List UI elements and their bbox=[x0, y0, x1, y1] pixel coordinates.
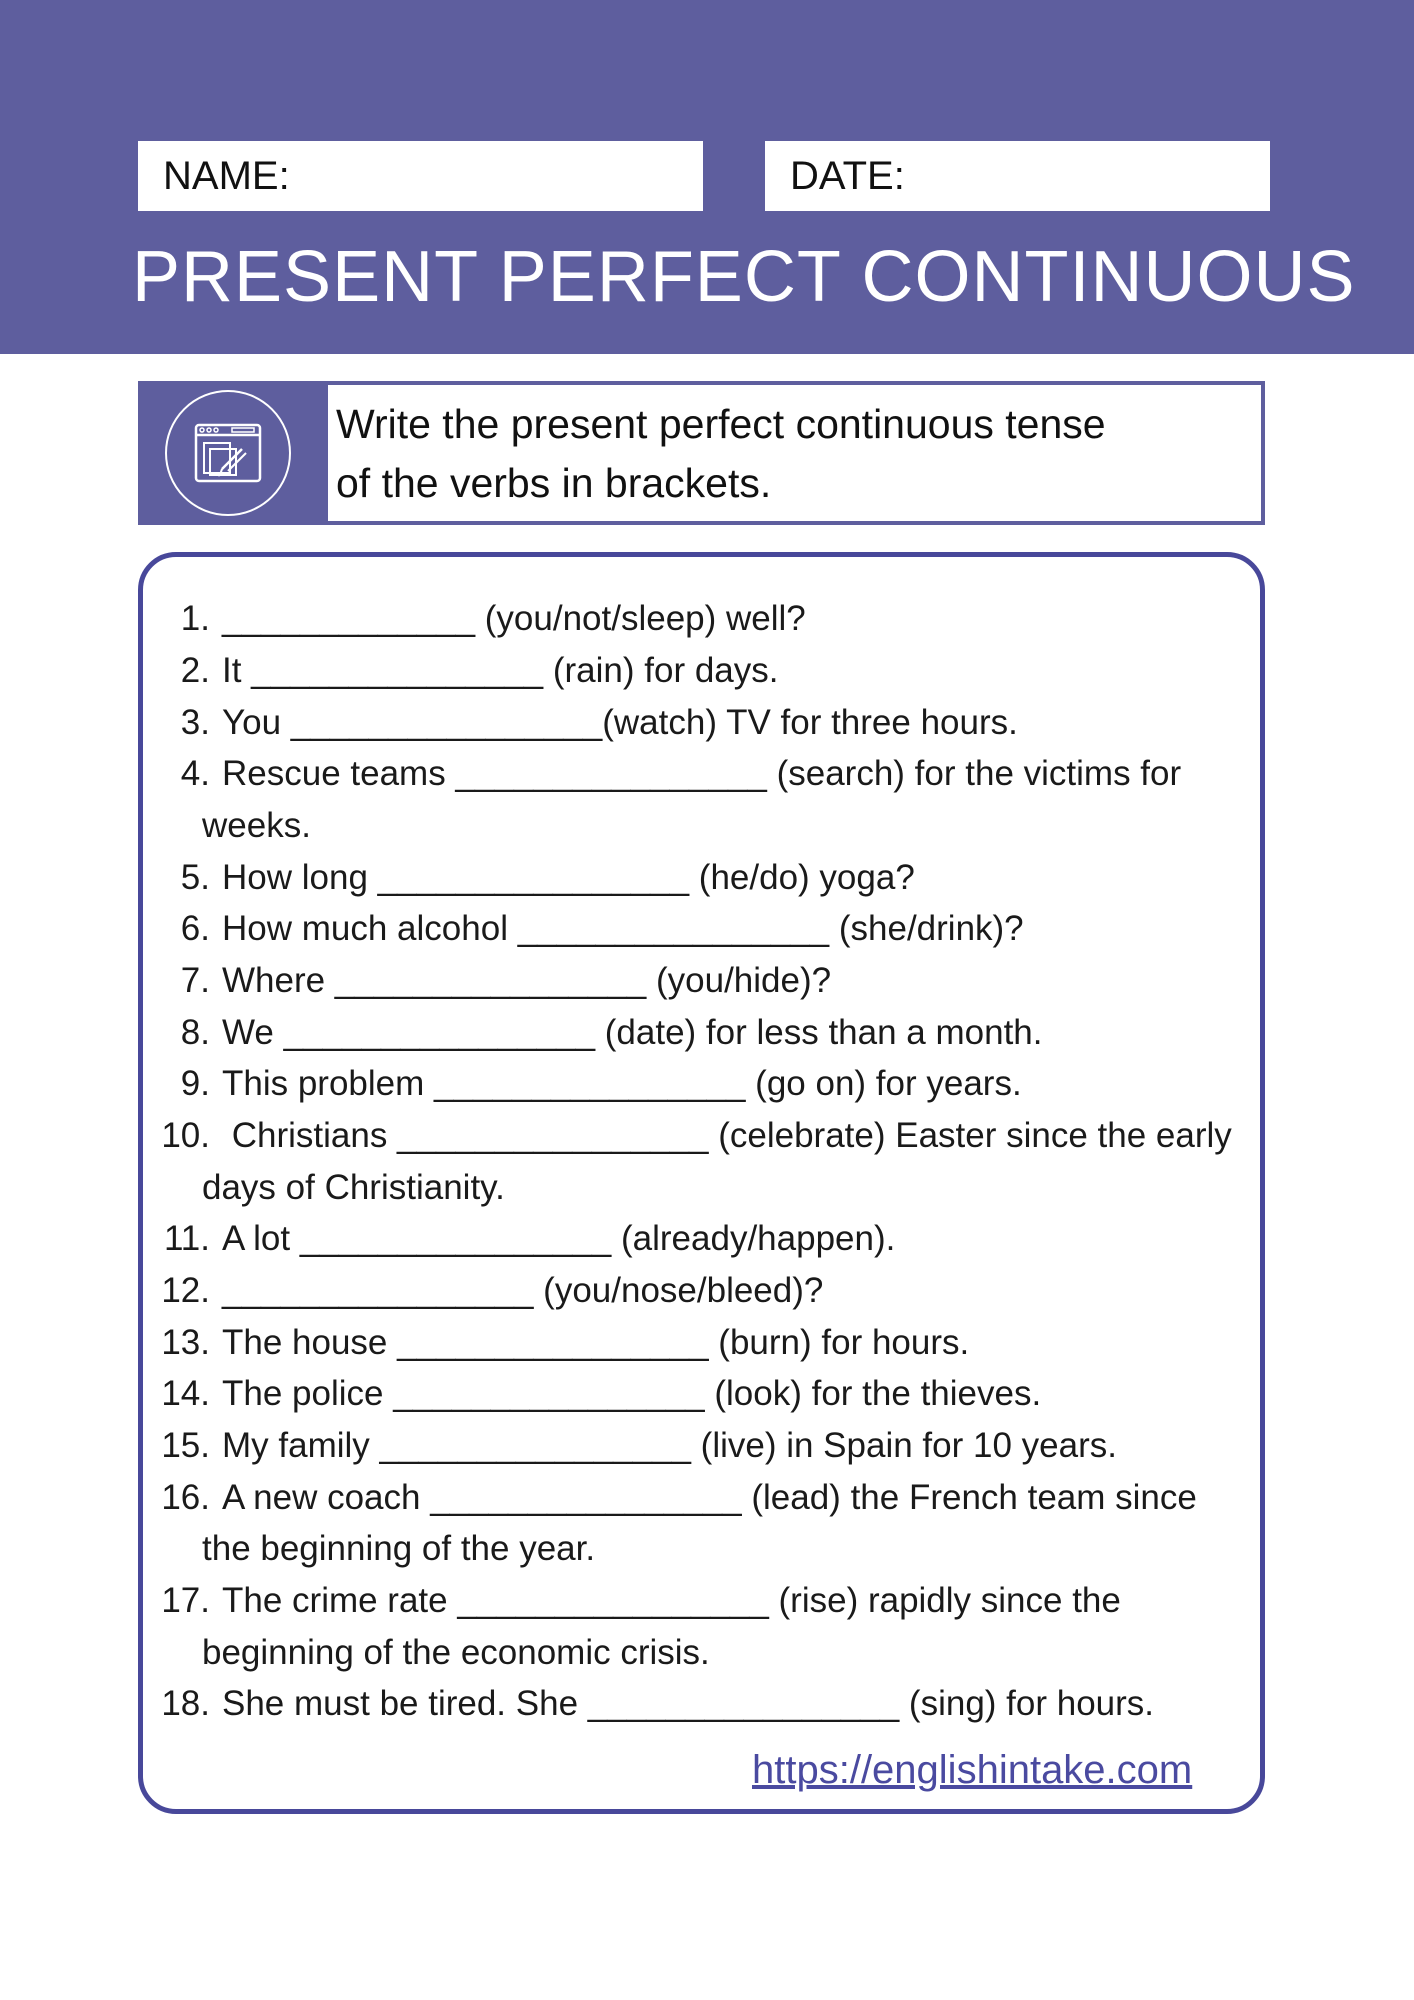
item-number: 6. bbox=[180, 909, 210, 948]
list-item bbox=[148, 1269, 823, 1313]
item-text: Rescue teams ________________ (search) for the victims for bbox=[222, 754, 1182, 793]
name-label: NAME: bbox=[163, 154, 290, 198]
item-text: The house ________________ (burn) for hours. bbox=[222, 1323, 970, 1362]
instruction-line-2: of the verbs in brackets. bbox=[336, 460, 772, 506]
page-title: PRESENT PERFECT CONTINUOUS bbox=[132, 237, 1356, 317]
item-text: How much alcohol ________________ (she/drink)? bbox=[222, 909, 1024, 948]
list-item bbox=[148, 1424, 1117, 1468]
item-text: It _______________ (rain) for days. bbox=[222, 651, 779, 690]
item-number: 11. bbox=[163, 1219, 210, 1258]
item-number: 13. bbox=[161, 1323, 210, 1362]
item-text: How long ________________ (he/do) yoga? bbox=[222, 858, 915, 897]
item-continuation: weeks. bbox=[202, 806, 311, 845]
list-item bbox=[148, 1062, 1022, 1106]
list-item bbox=[148, 1372, 1041, 1416]
list-item bbox=[148, 701, 1018, 745]
item-number: 16. bbox=[161, 1478, 210, 1517]
list-item bbox=[148, 1579, 1121, 1623]
item-number: 8. bbox=[180, 1013, 210, 1052]
website-link[interactable]: https://englishintake.com bbox=[752, 1748, 1193, 1792]
item-text: The crime rate ________________ (rise) rapidly since the bbox=[222, 1581, 1121, 1620]
item-text: ________________ (you/nose/bleed)? bbox=[222, 1271, 824, 1310]
item-number: 18. bbox=[161, 1684, 210, 1723]
item-text: _____________ (you/not/sleep) well? bbox=[222, 599, 806, 638]
item-text: Christians ________________ (celebrate) Easter since the early bbox=[222, 1116, 1232, 1155]
list-item bbox=[148, 856, 915, 900]
list-item bbox=[148, 597, 806, 641]
list-item bbox=[148, 1682, 1154, 1726]
list-item bbox=[148, 1476, 1197, 1520]
item-text: You ________________(watch) TV for three hours. bbox=[222, 703, 1018, 742]
item-number: 12. bbox=[161, 1271, 210, 1310]
list-item bbox=[148, 959, 831, 1003]
item-text: Where ________________ (you/hide)? bbox=[222, 961, 832, 1000]
instruction-text bbox=[328, 385, 1261, 521]
instruction-banner bbox=[138, 381, 1265, 525]
item-number: 17. bbox=[161, 1581, 210, 1620]
item-number: 9. bbox=[180, 1064, 210, 1103]
list-item bbox=[148, 907, 1024, 951]
date-field[interactable] bbox=[765, 141, 1270, 211]
item-text: The police ________________ (look) for the thieves. bbox=[222, 1374, 1042, 1413]
item-continuation: beginning of the economic crisis. bbox=[202, 1633, 710, 1672]
list-item bbox=[148, 1114, 1232, 1158]
list-item bbox=[148, 1011, 1042, 1055]
item-number: 1. bbox=[180, 599, 210, 638]
date-label: DATE: bbox=[790, 154, 905, 198]
item-number: 5. bbox=[180, 858, 210, 897]
browser-pencil-icon bbox=[165, 390, 291, 516]
item-continuation: the beginning of the year. bbox=[202, 1529, 596, 1568]
list-item bbox=[148, 752, 1181, 796]
item-text: She must be tired. She ________________ (sing) for hours. bbox=[222, 1684, 1155, 1723]
item-number: 10. bbox=[161, 1116, 210, 1155]
item-continuation: days of Christianity. bbox=[202, 1168, 505, 1207]
instruction-line-1: Write the present perfect continuous tense bbox=[336, 401, 1106, 447]
item-number: 15. bbox=[161, 1426, 210, 1465]
list-item bbox=[148, 1217, 895, 1261]
item-text: This problem ________________ (go on) for years. bbox=[222, 1064, 1022, 1103]
item-number: 7. bbox=[180, 961, 210, 1000]
item-text: We ________________ (date) for less than a month. bbox=[222, 1013, 1043, 1052]
item-number: 3. bbox=[180, 703, 210, 742]
item-number: 2. bbox=[180, 651, 210, 690]
item-number: 4. bbox=[180, 754, 210, 793]
item-number: 14. bbox=[161, 1374, 210, 1413]
list-item bbox=[148, 1321, 969, 1365]
name-field[interactable] bbox=[138, 141, 703, 211]
item-text: My family ________________ (live) in Spain for 10 years. bbox=[222, 1426, 1117, 1465]
list-item bbox=[148, 649, 779, 693]
item-text: A lot ________________ (already/happen). bbox=[222, 1219, 896, 1258]
item-text: A new coach ________________ (lead) the French team since bbox=[222, 1478, 1197, 1517]
